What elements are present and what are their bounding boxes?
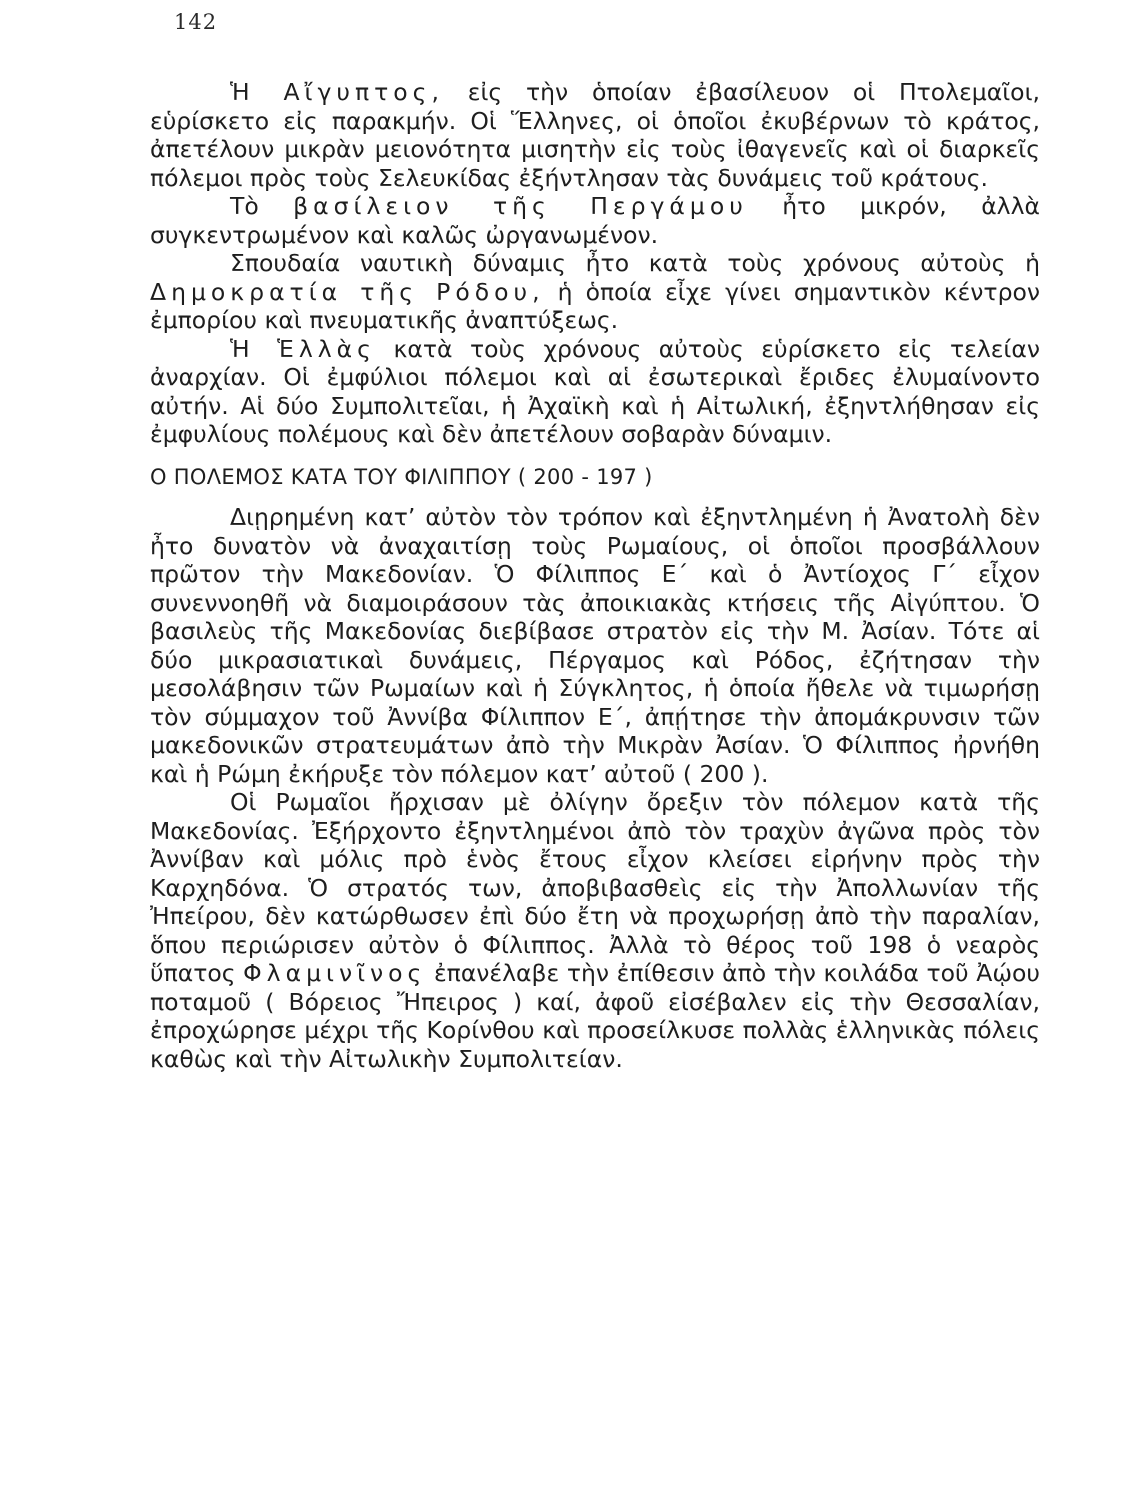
term-egypt: Ἡ Αἴγυπτος, (230, 78, 444, 106)
paragraph-greece-text: κατὰ τοὺς χρόνους αὐτοὺς εὑρίσκετο εἰς τελείαν ἀναρχίαν. Οἱ ἐμφύλιοι πόλεμοι καὶ αἱ ἐσωτερικαὶ ἔριδες ἐλυμαίνοντο αὐτήν. Αἱ δύο Συμπολιτεῖαι, ἡ Ἀχαϊκὴ καὶ ἡ Αἰτωλική, ἐξηντλήθησαν εἰς ἐμφυλίους πολέμους καὶ δὲν ἀπετέλουν σοβαρὰν δύναμιν. (150, 334, 1040, 448)
paragraph-egypt (150, 78, 1040, 192)
paragraph-greece (150, 335, 1040, 449)
paragraph-war-east: Διῃρημένη κατ’ αὐτὸν τὸν τρόπον καὶ ἐξηντλημένη ἡ Ἀνατολὴ δὲν ἦτο δυνατὸν νὰ ἀναχαιτίσῃ τοὺς Ρωμαίους, οἱ ὁποῖοι προσβάλλουν πρῶτον τὴν Μακεδονίαν. Ὁ Φίλιππος Ε΄ καὶ ὁ Ἀντίοχος Γ΄ εἶχον συνεννοηθῆ νὰ διαμοιράσουν τὰς ἀποικιακὰς κτήσεις τῆς Αἰγύπτου. Ὁ βασιλεὺς τῆς Μακεδονίας διεβίβασε στρατὸν εἰς τὴν Μ. Ἀσίαν. Τότε αἱ δύο μικρασιατικαὶ δυνάμεις, Πέργαμος καὶ Ρόδος, ἐζήτησαν τὴν μεσολάβησιν τῶν Ρωμαίων καὶ ἡ Σύγκλητος, ἡ ὁποία ἤθελε νὰ τιμωρήσῃ τὸν σύμμαχον τοῦ Ἀννίβα Φίλιππον Ε΄, ἀπῄτησε τὴν ἀπομάκρυνσιν τῶν μακεδονικῶν στρατευμάτων ἀπὸ τὴν Μικρὰν Ἀσίαν. Ὁ Φίλιππος ἠρνήθη καὶ ἡ Ρώμη ἐκήρυξε τὸν πόλεμον κατ’ αὐτοῦ ( 200 ). (150, 503, 1040, 788)
section-heading: Ο ΠΟΛΕΜΟΣ ΚΑΤΑ ΤΟΥ ΦΙΛΙΠΠΟΥ ( 200 - 197 ) (150, 464, 653, 489)
paragraph-war-romans-lead: Οἱ Ρωμαῖοι ἤρχισαν μὲ ὀλίγην ὄρεξιν τὸν πόλεμον κατὰ τῆς Μακεδονίας. Ἐξήρχοντο ἐξηντλημένοι ἀπὸ τὸν τραχὺν ἀγῶνα πρὸς τὸν Ἀννίβαν καὶ μόλις πρὸ ἑνὸς ἔτους εἶχον κλείσει εἰρήνην πρὸς τὴν Καρχηδόνα. Ὁ στρατός των, ἀποβιβασθεὶς εἰς τὴν Ἀπολλωνίαν τῆς Ἠπείρου, δὲν κατώρθωσεν ἐπὶ δύο ἔτη νὰ προχωρήσῃ ἀπὸ τὴν παραλίαν, ὅπου περιώρισεν αὐτὸν ὁ Φίλιππος. Ἀλλὰ τὸ θέρος τοῦ 198 ὁ νεαρὸς ὕπατος (150, 788, 1040, 987)
paragraph-war-romans-text: ἐπανέλαβε τὴν ἐπίθεσιν ἀπὸ τὴν κοιλάδα τοῦ Ἀῴου ποταμοῦ ( Βόρειος Ἤπειρος ) καί, ἀφοῦ εἰσέβαλεν εἰς τὴν Θεσσαλίαν, ἐπροχώρησε μέχρι τῆς Κορίνθου καὶ προσείλκυσε πολλὰς ἑλληνικὰς πόλεις καθὼς καὶ τὴν Αἰτωλικὴν Συμπολιτείαν. (150, 959, 1040, 1073)
paragraph-pergamon-lead: Τὸ (230, 192, 294, 220)
page-body (150, 78, 1040, 1073)
paragraph-egypt-text: εἰς τὴν ὁποίαν ἐβασίλευον οἱ Πτολεμαῖοι, εὑρίσκετο εἰς παρακμήν. Οἱ Ἕλληνες, οἱ ὁποῖοι ἐκυβέρνων τὸ κράτος, ἀπετέλουν μικρὰν μειονότητα μισητὴν εἰς τοὺς ἰθαγενεῖς καὶ οἱ διαρκεῖς πόλεμοι πρὸς τοὺς Σελευκίδας ἐξήντλησαν τὰς δυνάμεις τοῦ κράτους. (150, 78, 1040, 192)
page-number: 142 (174, 10, 218, 34)
paragraph-rhodes-text: ἡ ὁποία εἶχε γίνει σημαντικὸν κέντρον ἐμπορίου καὶ πνευματικῆς ἀναπτύξεως. (150, 277, 1040, 334)
term-flamininus: Φλαμινῖνος (243, 959, 427, 987)
paragraph-war-romans (150, 788, 1040, 1073)
paragraph-pergamon-text: ἦτο μικρόν, ἀλλὰ συγκεντρωμένον καὶ καλῶς ὠργανωμένον. (150, 192, 1040, 249)
term-pergamon: βασίλειον τῆς Περγάμου (293, 192, 748, 220)
paragraph-pergamon (150, 192, 1040, 249)
term-greece: Ἡ Ἑλλὰς (230, 334, 376, 363)
paragraph-rhodes (150, 249, 1040, 335)
paragraph-rhodes-lead: Σπουδαία ναυτικὴ δύναμις ἦτο κατὰ τοὺς χρόνους αὐτοὺς ἡ (230, 249, 1040, 277)
term-rhodes: Δημοκρατία τῆς Ρόδου, (150, 277, 545, 306)
